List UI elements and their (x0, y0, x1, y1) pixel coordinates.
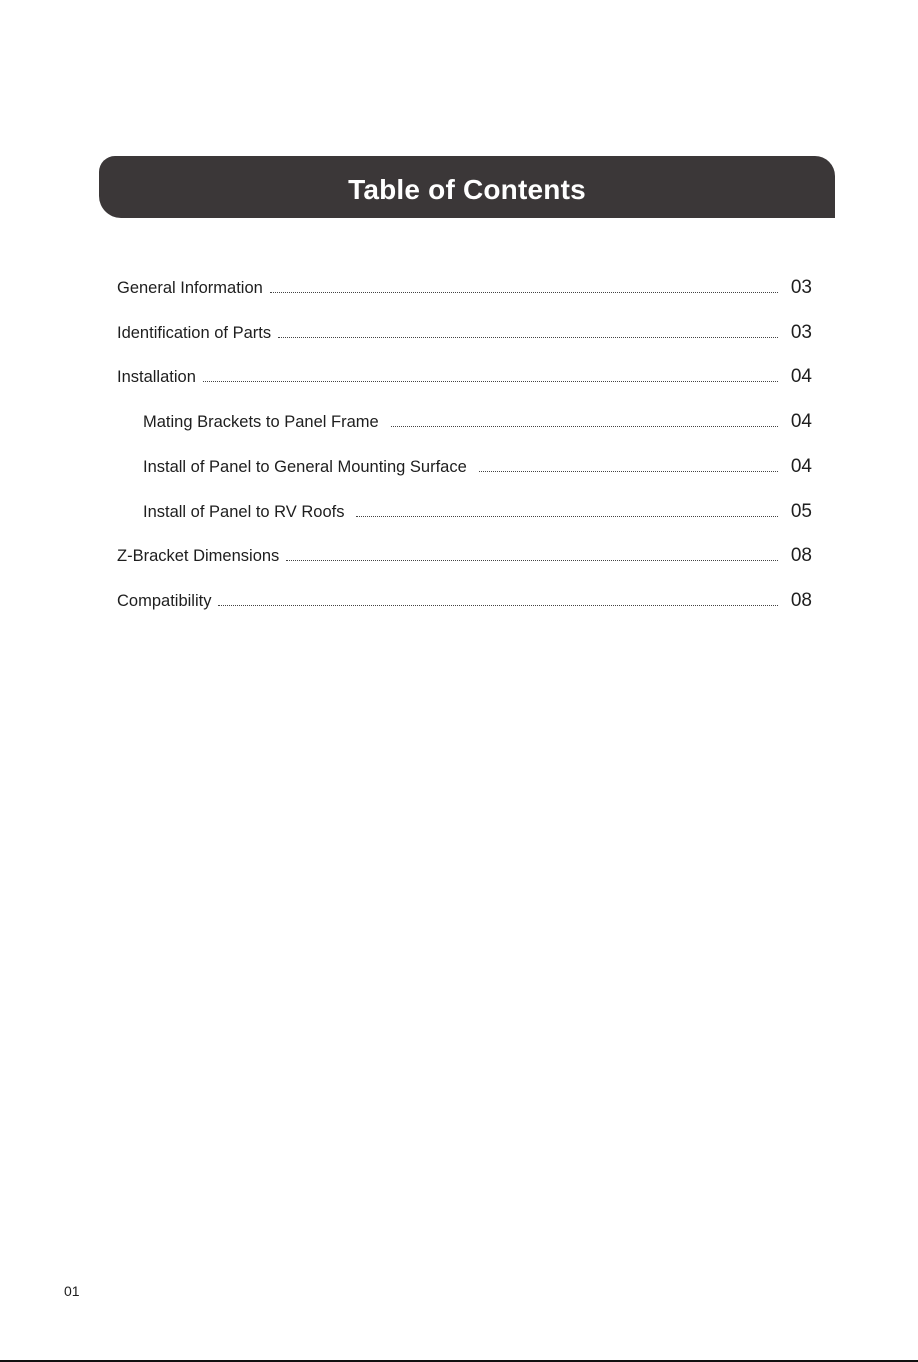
toc-entry-install-general-surface[interactable] (143, 457, 812, 477)
toc-entry-label: Install of Panel to RV Roofs (143, 503, 345, 521)
toc-entry-page: 08 (790, 590, 812, 611)
toc-entry-label: Installation (117, 368, 196, 386)
toc-entry-install-rv-roofs[interactable] (143, 502, 812, 522)
dot-leader (479, 471, 778, 472)
toc-entry-label: General Information (117, 279, 263, 297)
toc-entry-page: 08 (790, 545, 812, 566)
dot-leader (218, 605, 778, 606)
toc-entry-label: Compatibility (117, 592, 212, 610)
toc-entry-page: 04 (790, 456, 812, 477)
dot-leader (356, 516, 778, 517)
toc-entry-compatibility[interactable] (117, 591, 812, 611)
toc-entry-label: Z-Bracket Dimensions (117, 547, 280, 565)
toc-entry-general-information[interactable] (117, 278, 812, 298)
toc-entry-label: Identification of Parts (117, 324, 272, 342)
toc-entry-installation[interactable] (117, 367, 812, 387)
dot-leader (391, 426, 778, 427)
dot-leader (270, 292, 778, 293)
toc-entry-identification-of-parts[interactable] (117, 323, 812, 343)
toc-entry-label: Install of Panel to General Mounting Surface (143, 458, 467, 476)
toc-entry-label: Mating Brackets to Panel Frame (143, 413, 379, 431)
toc-entry-page: 04 (790, 411, 812, 432)
toc-entry-page: 04 (790, 366, 812, 387)
dot-leader (203, 381, 778, 382)
toc-entry-page: 05 (790, 501, 812, 522)
toc-entry-z-bracket-dimensions[interactable] (117, 546, 812, 566)
page-title: Table of Contents (348, 174, 586, 205)
page-number: 01 (64, 1283, 80, 1299)
toc-entry-page: 03 (790, 322, 812, 343)
toc-entry-mating-brackets[interactable] (143, 412, 812, 432)
toc-header-bar (99, 156, 835, 218)
dot-leader (286, 560, 778, 561)
dot-leader (278, 337, 778, 338)
toc-entry-page: 03 (790, 277, 812, 298)
